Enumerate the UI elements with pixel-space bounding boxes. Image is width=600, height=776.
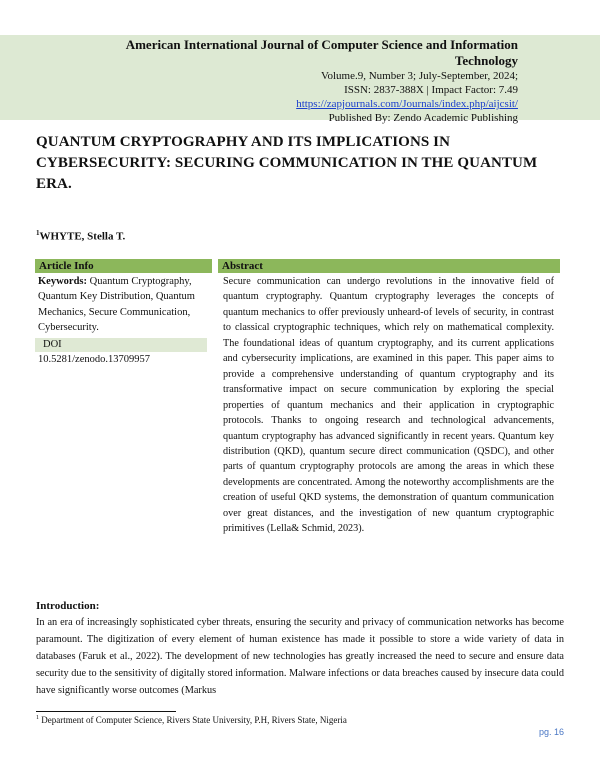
journal-header [0, 35, 600, 124]
journal-name: American International Journal of Computer Science and Information Technology [125, 37, 518, 68]
journal-publisher: Published By: Zendo Academic Publishing [328, 112, 518, 124]
footnote-divider [36, 711, 176, 712]
article-info-panel [38, 274, 198, 367]
page-number: pg. 16 [538, 727, 564, 737]
footnote-marker: 1 [36, 715, 39, 721]
author-line [36, 229, 125, 243]
doi-label: DOI [35, 338, 207, 352]
doi-value: 10.5281/zenodo.13709957 [38, 353, 150, 365]
journal-url-link[interactable]: https://zapjournals.com/Journals/index.php/aijcsit/ [296, 98, 518, 110]
keywords-text: Quantum Cryptography, Quantum Key Distribution, Quantum Mechanics, Secure Communication, Cybersecurity. [38, 276, 195, 334]
introduction-text: In an era of increasingly sophisticated cyber threats, ensuring the security and privacy of communication networks has become paramount. The digitization of every element of human existence has made it possible to store a wide variety of data in databases (Faruk et al., 2022). The development of new technologies has greatly increased the need to secure and ensure data security due to the sensitivity of digitally stored information. Malware infections or data breaches caused by insecure data could have significantly worse outcomes (Markus [36, 617, 564, 696]
journal-volume: Volume.9, Number 3; July-September, 2024; [320, 70, 518, 82]
keywords-label: Keywords: [38, 276, 87, 287]
footnote-text: Department of Computer Science, Rivers State University, P.H, Rivers State, Nigeria [41, 715, 347, 725]
journal-header-text [78, 37, 518, 125]
introduction-heading: Introduction: [36, 600, 100, 612]
author-name: WHYTE, Stella T. [39, 230, 126, 243]
article-info-heading: Article Info [35, 259, 212, 273]
abstract-text: Secure communication can undergo revolutions in the innovative field of quantum cryptography. Quantum cryptography leverages the concepts of quantum mechanics to offer previously unheard-of levels of security, in contrast to classical cryptographic techniques, which rely on mathematical complexity. The foundational ideas of quantum cryptography, and its current applications and cybersecurity implications, are examined in this paper. This paper aims to provide a comprehensive understanding of quantum cryptography and its transformative impact on secure communication by exploring the special properties of quantum mechanics and their application in cryptographic protocols. Thanks to ongoing research and technological advancements, quantum cryptography has advanced significantly in recent years. Quantum key distribution (QKD), quantum secure direct communication (QSDC), and other parts of quantum cryptography protocols are among the areas in which these developments are concentrated. Among the noteworthy accomplishments are the creation of useful QKD systems, the demonstration of quantum communication over great distances, and the investigation of new quantum cryptographic primitives (Lella& Schmid, 2023). [223, 276, 554, 535]
journal-issn: ISSN: 2837-388X | Impact Factor: 7.49 [344, 84, 518, 96]
paper-title: QUANTUM CRYPTOGRAPHY AND ITS IMPLICATIONS IN CYBERSECURITY: SECURING COMMUNICATION IN THE QUANTUM ERA. [36, 134, 538, 192]
abstract-heading: Abstract [218, 259, 560, 273]
author-affiliation-marker: 1 [36, 229, 40, 237]
footnote [36, 715, 347, 725]
